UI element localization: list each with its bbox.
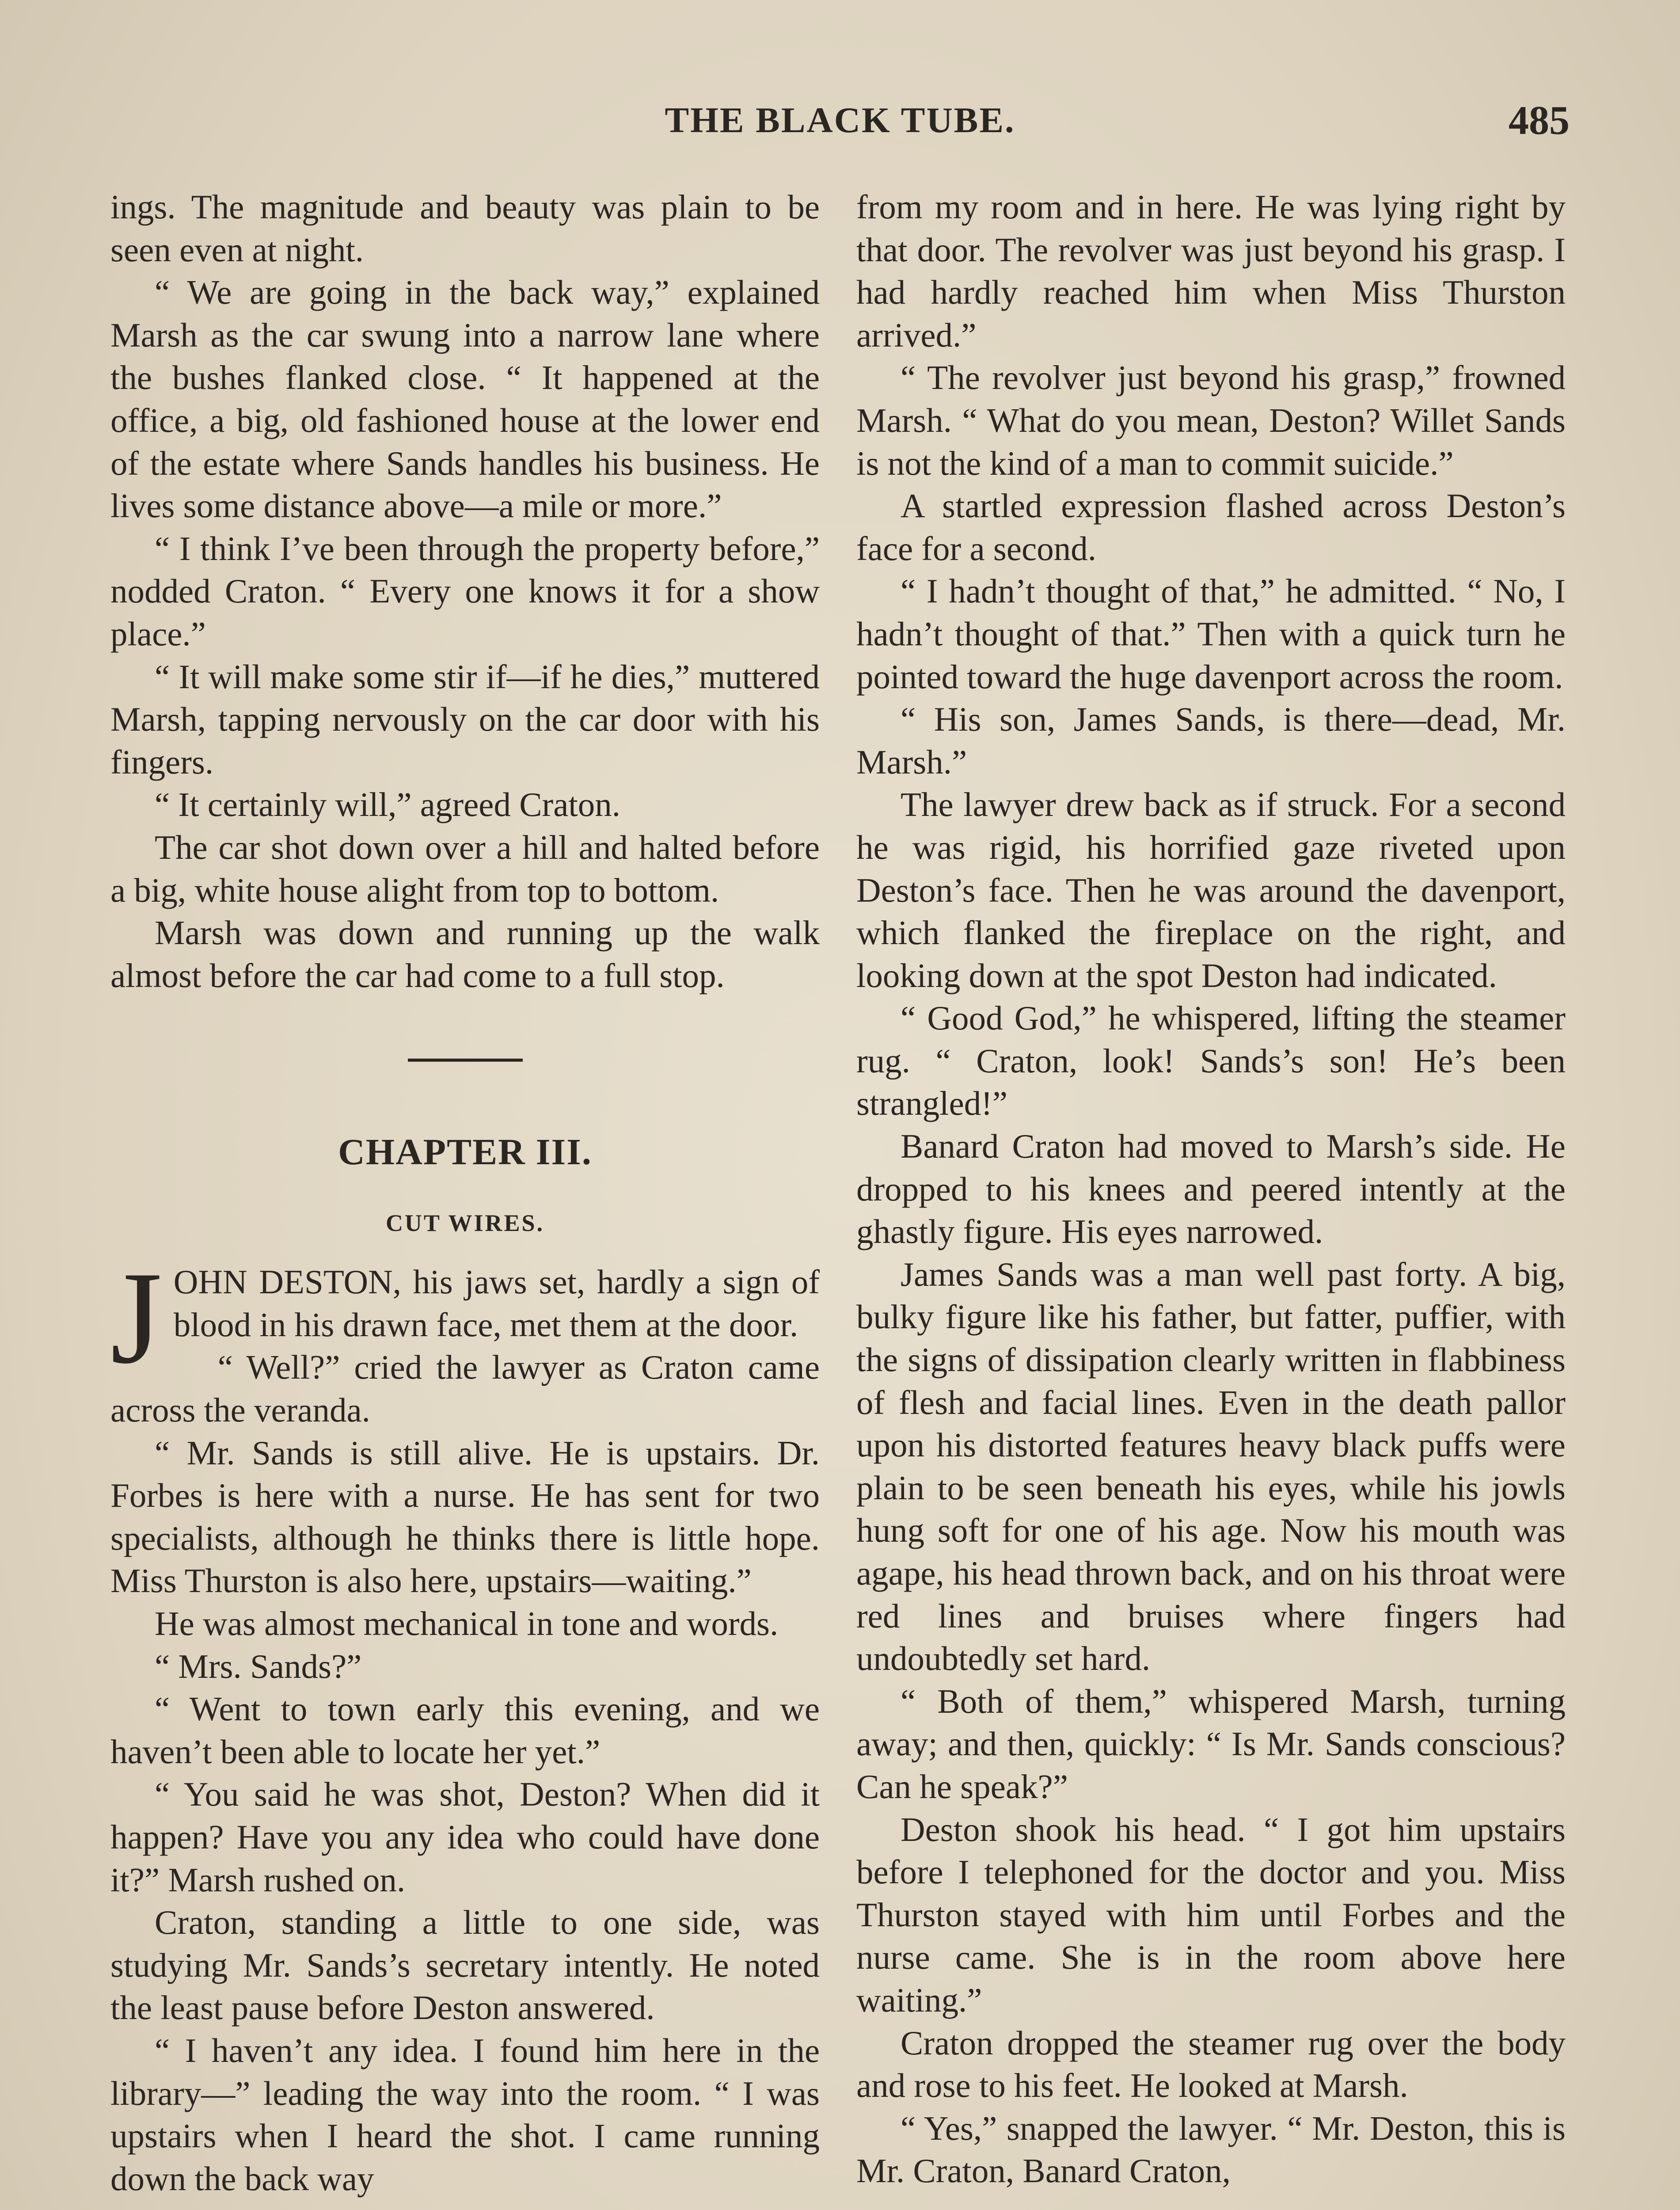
- paragraph: “ I think I’ve been through the property before,” nodded Craton. “ Every one knows it for a show place.”: [110, 529, 820, 653]
- paragraph: “ You said he was shot, Deston? When did it happen? Have you any idea who could have done it?” Marsh rushed on.: [110, 1775, 820, 1899]
- paragraph: Marsh was down and running up the walk almost before the car had come to a full stop.: [110, 914, 820, 994]
- paragraph: “ I hadn’t thought of that,” he admitted. “ No, I hadn’t thought of that.” Then with a quick turn he pointed toward the huge davenport across the room.: [856, 572, 1566, 696]
- paragraph: “ I haven’t any idea. I found him here in the library—” leading the way into the room. “ I was upstairs when I heard the shot. I came running down the back way: [110, 2031, 820, 2198]
- paragraph: “ Mrs. Sands?”: [155, 1647, 362, 1685]
- paragraph: The car shot down over a hill and halted before a big, white house alight from top to bottom.: [110, 828, 820, 909]
- running-title: THE BLACK TUBE.: [665, 100, 1015, 140]
- left-column: [110, 186, 820, 2200]
- chapter-title: CHAPTER III.: [338, 1132, 592, 1173]
- paragraph: “ Well?” cried the lawyer as Craton came across the veranda.: [110, 1348, 820, 1429]
- chapter-subtitle: CUT WIRES.: [385, 1210, 545, 1237]
- paragraph: “ We are going in the back way,” explained Marsh as the car swung into a narrow lane where the bushes flanked close. “ It happened at the office, a big, old fashioned house at the lower end of the estate where Sands handles his business. He lives some distance above—a mile or more.”: [110, 273, 820, 525]
- paragraph: “ Yes,” snapped the lawyer. “ Mr. Deston, this is Mr. Craton, Banard Craton,: [856, 2109, 1566, 2190]
- paragraph: ings. The magnitude and beauty was plain to be seen even at night.: [110, 188, 820, 269]
- paragraph: “ The revolver just beyond his grasp,” frowned Marsh. “ What do you mean, Deston? Willet Sands is not the kind of a man to commit suicide.”: [856, 358, 1566, 482]
- opening-text: OHN DESTON, his jaws set, hardly a sign of blood in his drawn face, met them at the door.: [173, 1263, 820, 1344]
- page-header: [0, 95, 1680, 148]
- paragraph: “ Good God,” he whispered, lifting the steamer rug. “ Craton, look! Sands’s son! He’s been strangled!”: [856, 999, 1566, 1123]
- paragraph: Craton, standing a little to one side, was studying Mr. Sands’s secretary intently. He noted the least pause before Deston answered.: [110, 1903, 820, 2027]
- paragraph: “ Went to town early this evening, and we haven’t been able to locate her yet.”: [110, 1690, 820, 1771]
- drop-cap: J: [110, 1244, 162, 1391]
- right-column: [856, 186, 1566, 2192]
- paragraph: Banard Craton had moved to Marsh’s side. He dropped to his knees and peered intently at the ghastly figure. His eyes narrowed.: [856, 1127, 1566, 1251]
- paragraph: A startled expression flashed across Deston’s face for a second.: [856, 487, 1566, 568]
- paragraph: Craton dropped the steamer rug over the body and rose to his feet. He looked at Marsh.: [856, 2023, 1566, 2105]
- paragraph: “ Mr. Sands is still alive. He is upstairs. Dr. Forbes is here with a nurse. He has sent for two specialists, although he thinks there is little hope. Miss Thurston is also here, upstairs—waiting.”: [110, 1433, 820, 1600]
- page-number: 485: [1509, 98, 1570, 143]
- section-divider: [408, 1059, 523, 1062]
- paragraph: from my room and in here. He was lying right by that door. The revolver was just beyond his grasp. I had hardly reached him when Miss Thurston arrived.”: [856, 188, 1566, 354]
- paragraph: “ It will make some stir if—if he dies,” muttered Marsh, tapping nervously on the car door with his fingers.: [110, 657, 820, 781]
- paragraph: “ It certainly will,” agreed Craton.: [155, 785, 621, 824]
- paragraph: Deston shook his head. “ I got him upstairs before I telephoned for the doctor and you. Miss Thurston stayed with him until Forbes and the nurse came. She is in the room above here waiting.”: [856, 1810, 1566, 2019]
- paragraph: “ Both of them,” whispered Marsh, turning away; and then, quickly: “ Is Mr. Sands conscious? Can he speak?”: [856, 1682, 1566, 1806]
- paragraph: The lawyer drew back as if struck. For a second he was rigid, his horrified gaze riveted upon Deston’s face. Then he was around the davenport, which flanked the fireplace on the right, and looking down at the spot Deston had indicated.: [856, 785, 1566, 994]
- paragraph: “ His son, James Sands, is there—dead, Mr. Marsh.”: [856, 700, 1566, 781]
- paragraph: James Sands was a man well past forty. A big, bulky figure like his father, but fatter, puffier, with the signs of dissipation clearly written in flabbiness of flesh and facial lines. Even in the death pallor upon his distorted features heavy black puffs were plain to be seen beneath his eyes, while his jowls hung soft for one of his age. Now his mouth was agape, his head thrown back, and on his throat were red lines and bruises where fingers had undoubtedly set hard.: [856, 1255, 1566, 1678]
- paragraph: He was almost mechanical in tone and words.: [155, 1604, 779, 1643]
